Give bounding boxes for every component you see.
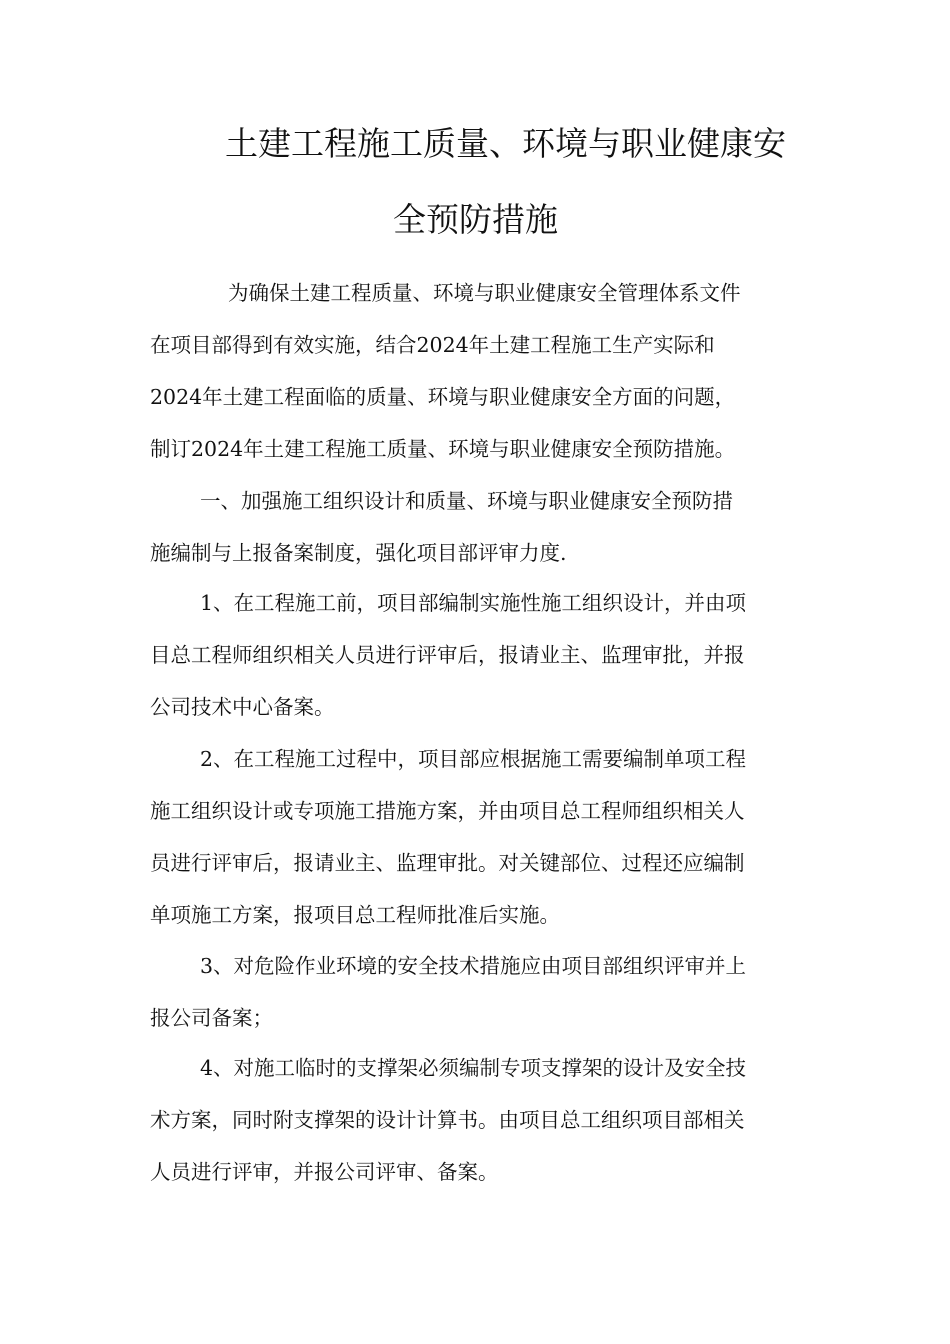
- paragraph-line: 2、在工程施工过程中，项目部应根据施工需要编制单项工程: [200, 747, 747, 771]
- document-title-line-2: 全预防措施: [393, 200, 558, 239]
- section-heading-1: [150, 475, 800, 579]
- paragraph-line: 在项目部得到有效实施，结合2024年土建工程施工生产实际和: [150, 333, 715, 357]
- paragraph-line: 术方案，同时附支撑架的设计计算书。由项目总工组织项目部相关: [150, 1108, 745, 1132]
- paragraph-line: 员进行评审后，报请业主、监理审批。对关键部位、过程还应编制: [150, 851, 745, 875]
- paragraph-line: 报公司备案；: [150, 1006, 273, 1030]
- paragraph-line: 一、加强施工组织设计和质量、环境与职业健康安全预防措: [200, 489, 733, 513]
- paragraph-line: 施编制与上报备案制度，强化项目部评审力度.: [150, 541, 567, 565]
- paragraph-line: 人员进行评审，并报公司评审、备案。: [150, 1160, 499, 1184]
- paragraph-line: 2024年土建工程面临的质量、环境与职业健康安全方面的问题，: [150, 385, 736, 409]
- paragraph-line: 施工组织设计或专项施工措施方案，并由项目总工程师组织相关人: [150, 799, 745, 823]
- item-3: [150, 940, 800, 1044]
- paragraph-line: 制订2024年土建工程施工质量、环境与职业健康安全预防措施。: [150, 437, 736, 461]
- paragraph-line: 公司技术中心备案。: [150, 695, 335, 719]
- paragraph-line: 目总工程师组织相关人员进行评审后，报请业主、监理审批，并报: [150, 643, 745, 667]
- item-1: [150, 577, 800, 733]
- paragraph-intro: [150, 267, 800, 475]
- paragraph-line: 4、对施工临时的支撑架必须编制专项支撑架的设计及安全技: [200, 1056, 747, 1080]
- item-4: [150, 1042, 800, 1198]
- paragraph-line: 单项施工方案，报项目总工程师批准后实施。: [150, 903, 560, 927]
- paragraph-line: 1、在工程施工前，项目部编制实施性施工组织设计，并由项: [200, 591, 747, 615]
- item-2: [150, 733, 800, 941]
- paragraph-line: 为确保土建工程质量、环境与职业健康安全管理体系文件: [228, 281, 741, 305]
- document-title-line-1: 土建工程施工质量、环境与职业健康安: [225, 124, 786, 163]
- paragraph-line: 3、对危险作业环境的安全技术措施应由项目部组织评审并上: [200, 954, 747, 978]
